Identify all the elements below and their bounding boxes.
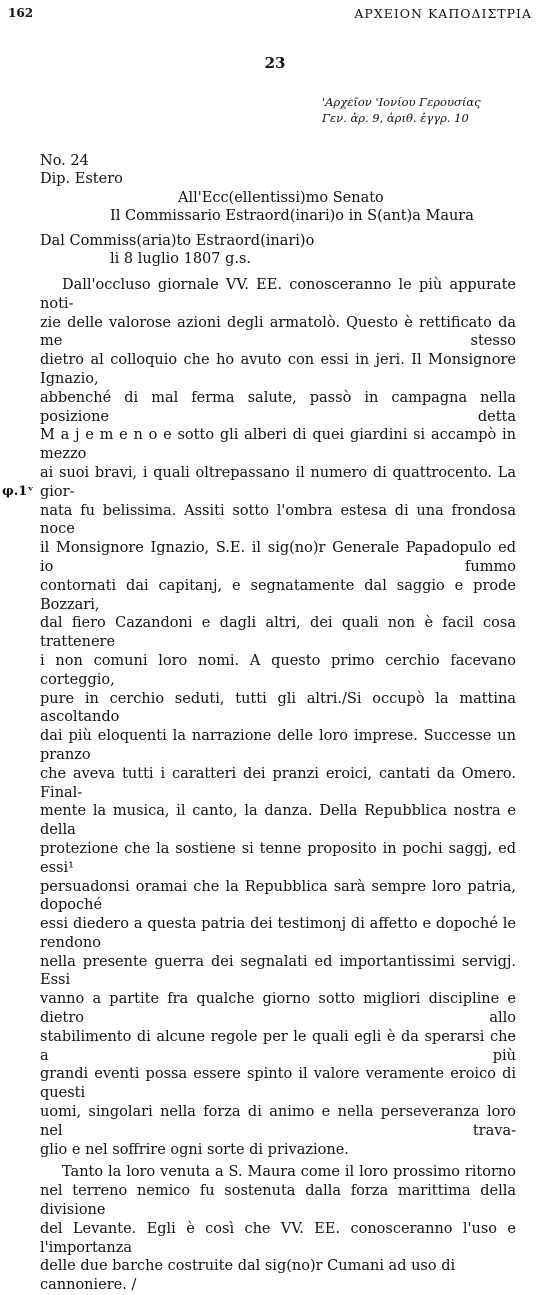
- text-line: Tanto la loro venuta a S. Maura come il loro prossimo ritorno: [62, 1164, 516, 1181]
- text-line: Dall'occluso giornale VV. EE. conosceranno le più appurate noti-: [40, 277, 516, 312]
- text-line: nata fu belissima. Assiti sotto l'ombra estesa di una frondosa noce: [40, 502, 516, 538]
- text-line: essi diedero a questa patria dei testimonj di affetto e dopoché le rendono: [40, 916, 516, 951]
- paragraph-2: [40, 1163, 516, 1295]
- text-line: grandi eventi possa essere spinto il valore veramente eroico di questi: [40, 1066, 516, 1102]
- archive-line: 'Αρχεῖον 'Ιονίου Γερουσίας: [322, 95, 481, 109]
- text-line: del Levante. Egli è così che VV. EE. conosceranno l'uso e l'importanza: [40, 1220, 516, 1256]
- text-line: stabilimento di alcune regole per le quali egli è da sperarsi che a più: [40, 1028, 516, 1064]
- text-line: il Monsignore Ignazio, S.E. il sig(no)r Generale Papadopulo ed io fummo: [40, 540, 516, 575]
- text-line: glio e nel soffrire ogni sorte di privazione.: [40, 1141, 349, 1158]
- text-line: pure in cerchio seduti, tutti gli altri./Si occupò la mattina ascoltando: [40, 690, 516, 726]
- text-line: zie delle valorose azioni degli armatolò. Questo è rettificato da me stesso: [40, 314, 516, 350]
- sender-line: Dal Commiss(aria)to Estraord(inari)o: [40, 233, 315, 249]
- text-line: i non comuni loro nomi. A questo primo cerchio facevano corteggio,: [40, 652, 516, 688]
- text-line: mente la musica, il canto, la danza. Della Repubblica nostra e della: [40, 803, 516, 839]
- text-line: protezione che la sostiene si tenne proposito in pochi saggj, ed essi¹: [40, 840, 516, 876]
- address-line: Il Commissario Estraord(inari)o in S(ant)a Maura: [110, 208, 474, 224]
- text-line: uomi, singolari nella forza di animo e nella perseveranza loro nel trava-: [40, 1104, 516, 1139]
- sender-line: li 8 luglio 1807 g.s.: [110, 251, 252, 267]
- letter-body: [40, 276, 516, 1295]
- text-line: nel terreno nemico fu sostenuta dalla forza marittima della divisione: [40, 1183, 516, 1219]
- text-line: dal fiero Cazandoni e dagli altri, dei quali non è facil cosa trattenere: [40, 615, 516, 651]
- page-number: 162: [8, 6, 34, 20]
- heading-line: Dip. Estero: [40, 171, 123, 187]
- text-line: che aveva tutti i caratteri dei pranzi eroici, cantati da Omero. Final-: [40, 765, 516, 801]
- folio-margin-note: φ.1ᵛ: [2, 484, 34, 499]
- running-title: ΑΡΧΕΙΟΝ ΚΑΠΟΔΙΣΤΡΙΑ: [354, 6, 532, 21]
- text-line: ai suoi bravi, i quali oltrepassano il numero di quattrocento. La gior-: [40, 464, 516, 500]
- address-line: All'Ecc(ellentissi)mo Senato: [178, 190, 384, 206]
- text-line: vanno a partite fra qualche giorno sotto migliori discipline e dietro allo: [40, 991, 516, 1027]
- text-line: contornati dai capitanj, e segnatamente dal saggio e prode Bozzari,: [40, 577, 516, 613]
- document-number: 23: [264, 54, 286, 72]
- paragraph-1: [40, 276, 516, 1159]
- text-line: dietro al colloquio che ho avuto con essi in jeri. Il Monsignore Ignazio,: [40, 352, 516, 387]
- archive-line: Γεν. ἀρ. 9, ἀριθ. ἐγγρ. 10: [322, 111, 469, 125]
- heading-line: No. 24: [40, 153, 89, 169]
- text-line: abbenché di mal ferma salute, passò in campagna nella posizione detta: [40, 389, 516, 425]
- text-line: persuadonsi oramai che la Repubblica sarà sempre loro patria, dopoché: [40, 878, 516, 914]
- archive-reference: [322, 94, 481, 126]
- text-line: delle due barche costruite dal sig(no)r Cumani ad uso di cannoniere. /: [40, 1258, 456, 1294]
- text-line: M a j e m e n o e sotto gli alberi di quei giardini si accampò in mezzo: [40, 427, 516, 463]
- text-line: nella presente guerra dei segnalati ed importantissimi servigj. Essi: [40, 953, 516, 989]
- text-line: dai più eloquenti la narrazione delle loro imprese. Successe un pranzo: [40, 728, 516, 763]
